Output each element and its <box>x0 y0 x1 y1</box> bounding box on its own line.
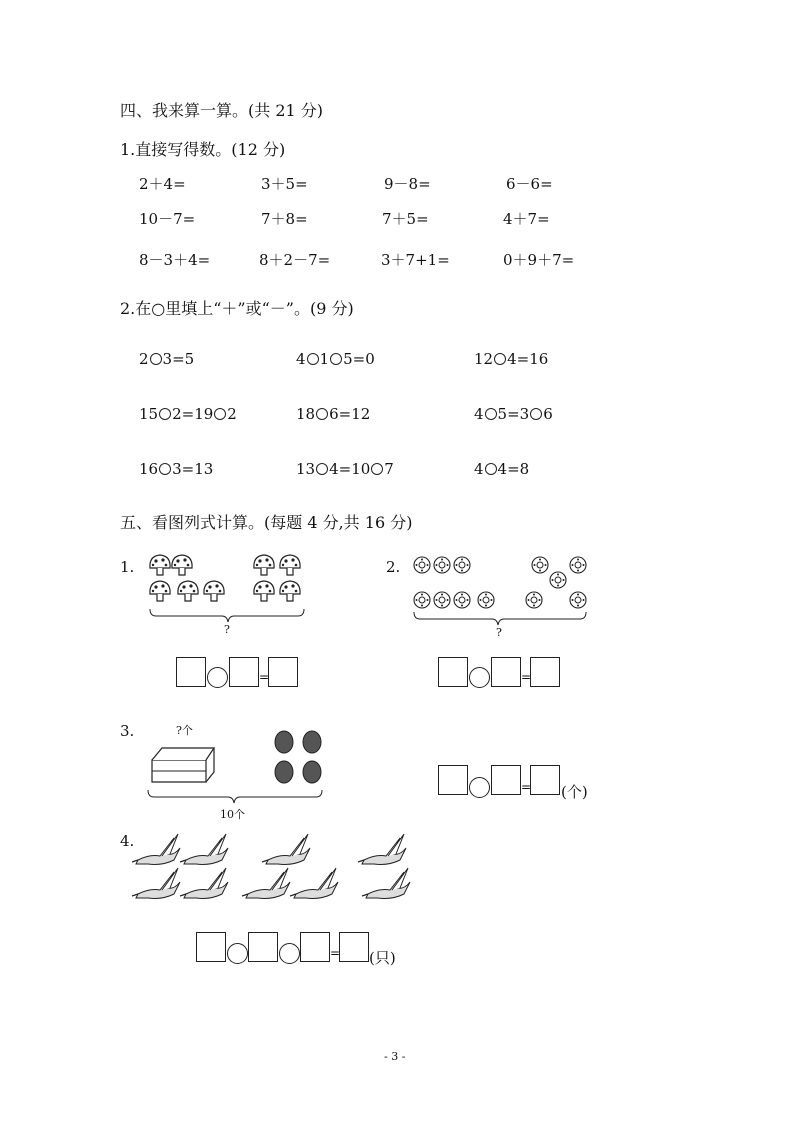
equation: 6－6= <box>506 175 553 193</box>
answer-circle[interactable] <box>279 943 300 964</box>
problem-2-number: 2. <box>386 558 401 576</box>
fill-sign-equation: 18 6=12 <box>296 405 371 423</box>
total-label: 10个 <box>220 808 245 821</box>
brace <box>148 790 322 803</box>
fill-sign-equation: 15 2=19 2 <box>139 405 237 423</box>
equation: 7＋8= <box>261 210 308 228</box>
answer-box[interactable] <box>530 657 560 687</box>
page-number: - 3 - <box>384 1050 406 1063</box>
equals-sign: = <box>521 670 532 684</box>
problem-3-number: 3. <box>120 722 135 740</box>
section-4-title: 四、我来算一算。(共 21 分) <box>120 101 324 120</box>
flower-icon <box>414 557 586 608</box>
answer-box[interactable] <box>438 657 468 687</box>
fill-sign-equation: 4 4=8 <box>474 460 530 478</box>
answer-box[interactable] <box>300 932 330 962</box>
strawberry-icon <box>275 731 321 783</box>
equation: 3＋5= <box>261 175 308 193</box>
answer-box[interactable] <box>268 657 298 687</box>
equation: 2＋4= <box>139 175 186 193</box>
unit-label: (只) <box>369 949 396 967</box>
equation: 8－3＋4= <box>139 251 211 269</box>
answer-box[interactable] <box>248 932 278 962</box>
fill-sign-equation: 13 4=10 7 <box>296 460 394 478</box>
problem-4-number: 4. <box>120 832 135 850</box>
q2-title: 2.在○里填上“＋”或“－”。(9 分) <box>120 299 354 318</box>
goose-icon <box>132 834 410 899</box>
equation: 9－8= <box>384 175 431 193</box>
equation: 10－7= <box>139 210 196 228</box>
answer-box[interactable] <box>530 765 560 795</box>
answer-circle[interactable] <box>227 943 248 964</box>
equation: 7＋5= <box>382 210 429 228</box>
fill-sign-equation: 4 1 5=0 <box>296 350 375 368</box>
section-5-title: 五、看图列式计算。(每题 4 分,共 16 分) <box>120 513 413 532</box>
answer-circle[interactable] <box>469 667 490 688</box>
answer-circle[interactable] <box>207 667 228 688</box>
fill-sign-equation: 2 3=5 <box>139 350 195 368</box>
equals-sign: = <box>521 780 532 794</box>
answer-box[interactable] <box>491 765 521 795</box>
equals-sign: = <box>259 670 270 684</box>
fill-sign-equation: 16 3=13 <box>139 460 214 478</box>
answer-circle[interactable] <box>469 777 490 798</box>
equation: 8＋2－7= <box>259 251 331 269</box>
answer-box[interactable] <box>176 657 206 687</box>
box-icon <box>152 748 214 782</box>
answer-box[interactable] <box>339 932 369 962</box>
brace <box>414 612 586 625</box>
answer-box[interactable] <box>229 657 259 687</box>
problem-1-number: 1. <box>120 558 135 576</box>
q1-title: 1.直接写得数。(12 分) <box>120 140 286 159</box>
fill-sign-equation: 4 5=3 6 <box>474 405 553 423</box>
answer-box[interactable] <box>491 657 521 687</box>
fill-sign-equation: 12 4=16 <box>474 350 549 368</box>
brace <box>150 609 304 622</box>
equation: 4＋7= <box>503 210 550 228</box>
answer-box[interactable] <box>196 932 226 962</box>
answer-box[interactable] <box>438 765 468 795</box>
mushroom-icon <box>150 555 300 601</box>
brace-label: ? <box>496 626 502 639</box>
brace-label: ? <box>224 623 230 636</box>
equation: 3＋7+1= <box>381 251 450 269</box>
equals-sign: = <box>330 946 341 960</box>
unit-label: (个) <box>561 783 588 801</box>
box-label: ?个 <box>176 724 193 737</box>
equation: 0＋9＋7= <box>503 251 575 269</box>
